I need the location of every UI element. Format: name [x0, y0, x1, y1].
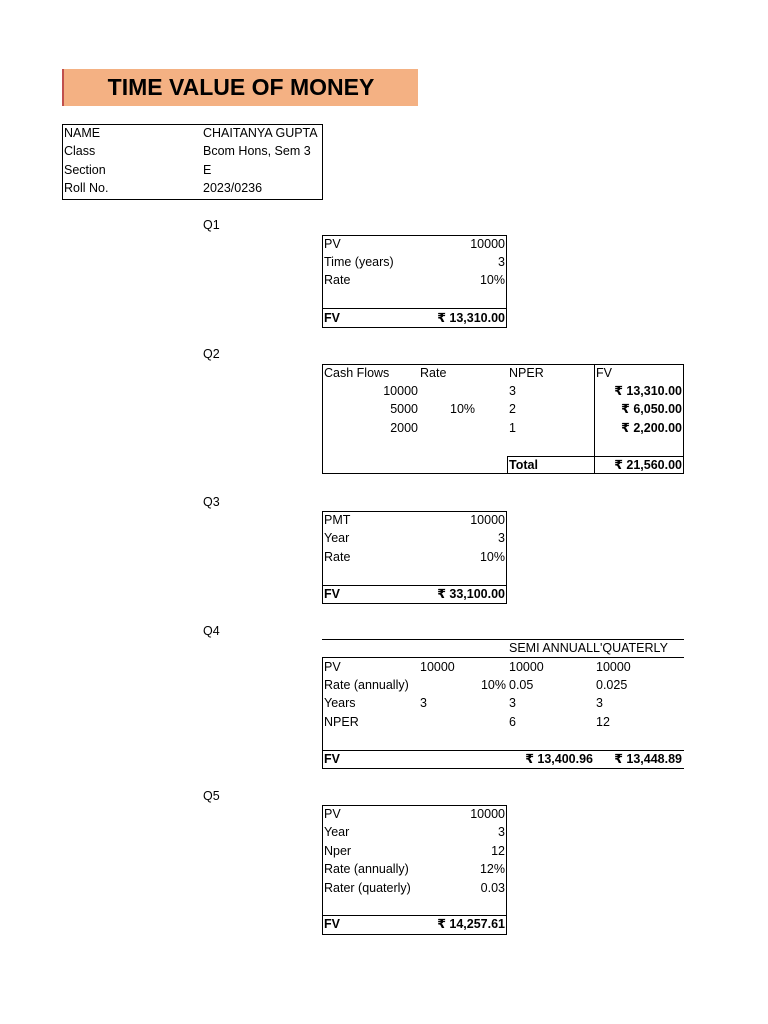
- q5-row-key: Year: [324, 825, 350, 839]
- q1-row-value: 3: [498, 255, 505, 269]
- q5-row-key: PV: [324, 807, 341, 821]
- q2-nper: 2: [509, 402, 516, 416]
- q4-row-a: 10000: [420, 660, 455, 674]
- q2-header-nper: NPER: [509, 366, 544, 380]
- q4-result-semi-annual: ₹ 13,400.96: [525, 752, 593, 766]
- q2-header-fv: FV: [596, 366, 612, 380]
- q4-result-quarterly: ₹ 13,448.89: [614, 752, 682, 766]
- q2-cash-flow: 2000: [390, 421, 418, 435]
- q4-row-key: NPER: [324, 715, 359, 729]
- q4-left-border: [322, 657, 323, 769]
- q4-row-key: Rate (annually): [324, 678, 409, 692]
- q4-row-d: 3: [596, 696, 603, 710]
- q3-row-key: PMT: [324, 513, 351, 527]
- q2-label: Q2: [203, 347, 220, 361]
- page-title: TIME VALUE OF MONEY: [62, 69, 418, 106]
- q2-fv-column-divider: [594, 364, 595, 474]
- q4-row-c: 3: [509, 696, 516, 710]
- q3-row-value: 3: [498, 531, 505, 545]
- q3-label: Q3: [203, 495, 220, 509]
- q3-row-key: Year: [324, 531, 350, 545]
- student-class-label: Class: [64, 144, 96, 158]
- q1-label: Q1: [203, 218, 220, 232]
- student-section-value: E: [203, 163, 212, 177]
- q4-row-key: Years: [324, 696, 356, 710]
- q2-cash-flow: 5000: [390, 402, 418, 416]
- q4-row-d: 0.025: [596, 678, 628, 692]
- q4-row-c: 0.05: [509, 678, 534, 692]
- q4-row-a: 3: [420, 696, 427, 710]
- q2-header-rate: Rate: [420, 366, 447, 380]
- q4-label: Q4: [203, 624, 220, 638]
- q5-row-key: Nper: [324, 844, 352, 858]
- q5-row-value: 10000: [470, 807, 505, 821]
- q2-fv: ₹ 2,200.00: [621, 421, 682, 435]
- q2-nper: 1: [509, 421, 516, 435]
- q4-bottom-border: [322, 768, 684, 769]
- q1-row-value: 10000: [470, 237, 505, 251]
- q2-total-label: Total: [509, 458, 538, 472]
- q5-row-value: 12: [491, 844, 505, 858]
- student-class-value: Bcom Hons, Sem 3: [203, 144, 311, 158]
- q1-row-value: 10%: [479, 273, 505, 287]
- q4-row-c: 10000: [509, 660, 544, 674]
- q4-result-key: FV: [324, 752, 340, 766]
- q1-row-key: Rate: [324, 273, 351, 287]
- student-roll-label: Roll No.: [64, 181, 109, 195]
- student-section-label: Section: [64, 163, 106, 177]
- student-name-value: CHAITANYA GUPTA: [203, 126, 318, 140]
- q2-total-value: ₹ 21,560.00: [614, 458, 682, 472]
- q5-row-key: Rate (annually): [324, 862, 409, 876]
- q2-rate: 10%: [450, 402, 476, 416]
- q5-row-value: 0.03: [480, 881, 505, 895]
- q1-result-key: FV: [324, 311, 340, 325]
- q1-result-value: ₹ 13,310.00: [437, 311, 505, 325]
- q5-row-value: 12%: [479, 862, 505, 876]
- q3-row-key: Rate: [324, 550, 351, 564]
- q2-cash-flow: 10000: [383, 384, 418, 398]
- q2-nper: 3: [509, 384, 516, 398]
- q4-row-d: 10000: [596, 660, 631, 674]
- q4-row-key: PV: [324, 660, 341, 674]
- q3-result-key: FV: [324, 587, 340, 601]
- q3-result-value: ₹ 33,100.00: [437, 587, 505, 601]
- q4-row-b: 10%: [480, 678, 506, 692]
- q2-fv: ₹ 13,310.00: [614, 384, 682, 398]
- student-name-label: NAME: [64, 126, 101, 140]
- q5-result-value: ₹ 14,257.61: [437, 917, 505, 931]
- q3-row-value: 10000: [470, 513, 505, 527]
- q2-fv: ₹ 6,050.00: [621, 402, 682, 416]
- student-roll-value: 2023/0236: [203, 181, 263, 195]
- q4-row-d: 12: [596, 715, 610, 729]
- q5-label: Q5: [203, 789, 220, 803]
- q2-total-left-divider: [507, 456, 508, 474]
- q5-row-key: Rater (quaterly): [324, 881, 411, 895]
- q1-row-key: PV: [324, 237, 341, 251]
- q4-header: SEMI ANNUALL'QUATERLY: [509, 641, 668, 655]
- q5-row-value: 3: [498, 825, 505, 839]
- q2-header-cash-flows: Cash Flows: [324, 366, 390, 380]
- q3-row-value: 10%: [479, 550, 505, 564]
- q5-result-key: FV: [324, 917, 340, 931]
- q4-row-c: 6: [509, 715, 516, 729]
- q1-row-key: Time (years): [324, 255, 394, 269]
